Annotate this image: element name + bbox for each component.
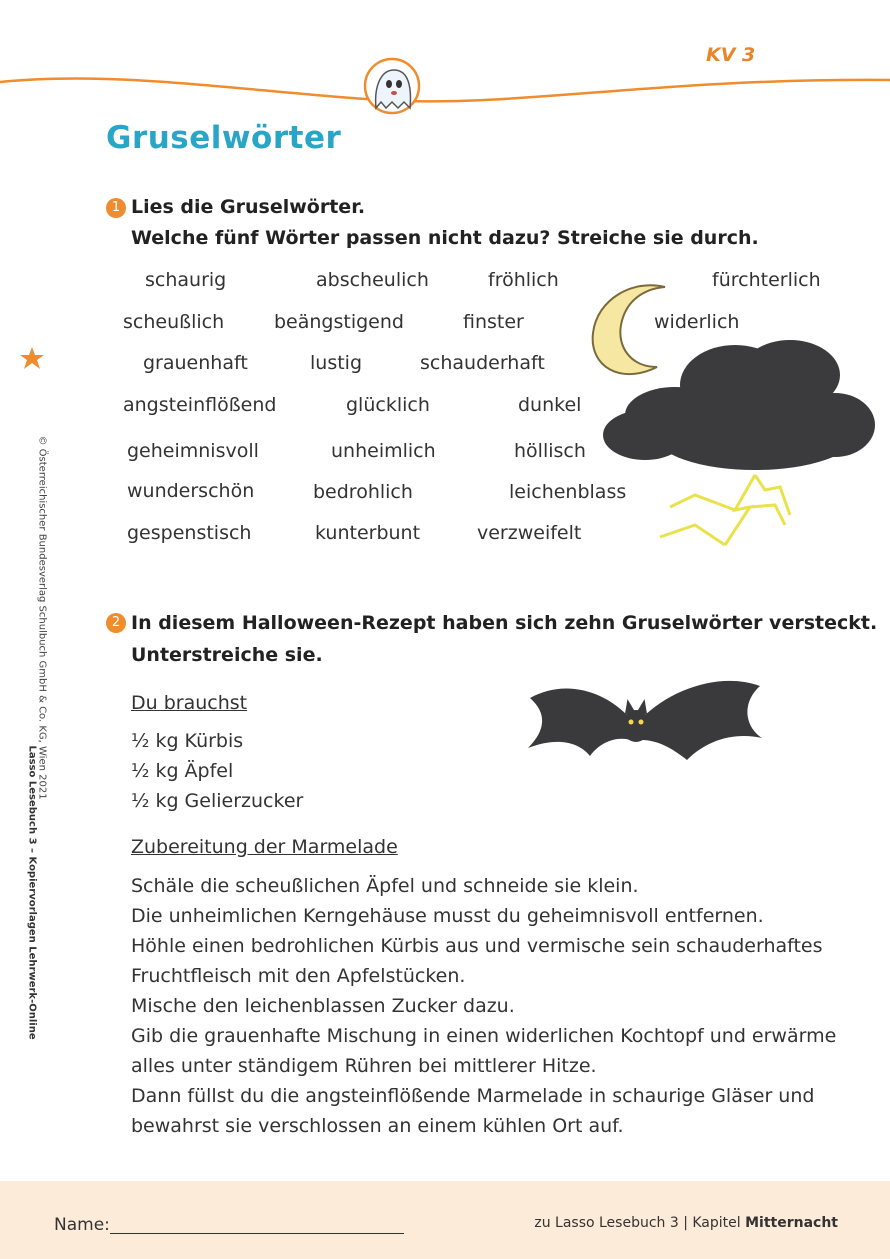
word: lustig	[310, 352, 363, 374]
word: wunderschön	[127, 480, 255, 502]
word: schauderhaft	[420, 352, 545, 374]
task2-number: 2	[106, 613, 126, 633]
page-title: Gruselwörter	[106, 120, 342, 156]
task1-number: 1	[106, 198, 126, 218]
publisher-logo-icon	[18, 345, 46, 373]
task2-instruction-2: Unterstreiche sie.	[131, 644, 323, 666]
footer-credit	[534, 1215, 838, 1231]
task1-instruction-1: Lies die Gruselwörter.	[131, 196, 366, 218]
moon-icon	[593, 285, 665, 374]
recipe-line: Mische den leichenblassen Zucker dazu.	[131, 995, 515, 1017]
word: abscheulich	[316, 269, 429, 291]
copyright-text: © Österreichischer Bundesverlag Schulbuch GmbH & Co. KG, Wien 2021	[36, 435, 48, 800]
bat-icon	[522, 668, 767, 783]
word: kunterbunt	[315, 522, 421, 544]
recipe-line: Dann füllst du die angsteinflößende Marmelade in schaurige Gläser und	[131, 1085, 815, 1107]
recipe-line: Fruchtfleisch mit den Apfelstücken.	[131, 965, 466, 987]
word: gespenstisch	[127, 522, 252, 544]
lightning-icon	[660, 475, 790, 545]
word: fürchterlich	[712, 269, 821, 291]
recipe-line: alles unter ständigem Rühren bei mittlerer Hitze.	[131, 1055, 597, 1077]
word: höllisch	[514, 440, 586, 462]
recipe-line: Schäle die scheußlichen Äpfel und schneide sie klein.	[131, 875, 639, 897]
word: fröhlich	[488, 269, 559, 291]
header-decoration	[0, 0, 890, 130]
recipe-line: bewahrst sie verschlossen an einem kühlen Ort auf.	[131, 1115, 624, 1137]
recipe-line: Höhle einen bedrohlichen Kürbis aus und vermische sein schauderhaftes	[131, 935, 823, 957]
series-text: Lasso Lesebuch 3 – Kopiervorlagen Lehrwerk-Online	[26, 745, 38, 1040]
ghost-icon	[365, 59, 419, 113]
preparation-heading: Zubereitung der Marmelade	[131, 836, 398, 858]
recipe-line: Die unheimlichen Kerngehäuse musst du geheimnisvoll entfernen.	[131, 905, 764, 927]
word: angsteinflößend	[123, 394, 277, 416]
ingredients-heading: Du brauchst	[131, 692, 248, 714]
chapter-name: Mitternacht	[745, 1215, 838, 1231]
word: leichenblass	[509, 481, 627, 503]
word: schaurig	[145, 269, 227, 291]
word: dunkel	[518, 394, 582, 416]
kv-label: KV 3	[706, 44, 756, 66]
ingredient-item: ½ kg Gelierzucker	[131, 790, 304, 812]
word: verzweifelt	[477, 522, 582, 544]
ingredient-item: ½ kg Äpfel	[131, 760, 234, 782]
name-write-line[interactable]	[110, 1233, 404, 1234]
name-label: Name:	[54, 1215, 110, 1235]
word: widerlich	[654, 311, 740, 333]
task2-instruction-1: In diesem Halloween-Rezept haben sich zehn Gruselwörter versteckt.	[131, 612, 878, 634]
word: bedrohlich	[313, 481, 413, 503]
word: beängstigend	[274, 311, 404, 333]
word: finster	[463, 311, 524, 333]
word: grauenhaft	[143, 352, 248, 374]
credit-prefix: zu Lasso Lesebuch 3 | Kapitel	[534, 1215, 746, 1231]
ingredient-item: ½ kg Kürbis	[131, 730, 244, 752]
word: unheimlich	[331, 440, 436, 462]
task1-instruction-2: Welche fünf Wörter passen nicht dazu? Streiche sie durch.	[131, 227, 759, 249]
cloud-icon	[603, 340, 875, 470]
header-wave	[0, 78, 890, 101]
word: geheimnisvoll	[127, 440, 259, 462]
storm-illustration	[575, 275, 885, 555]
word: glücklich	[346, 394, 430, 416]
recipe-line: Gib die grauenhafte Mischung in einen widerlichen Kochtopf und erwärme	[131, 1025, 837, 1047]
word: scheußlich	[123, 311, 225, 333]
